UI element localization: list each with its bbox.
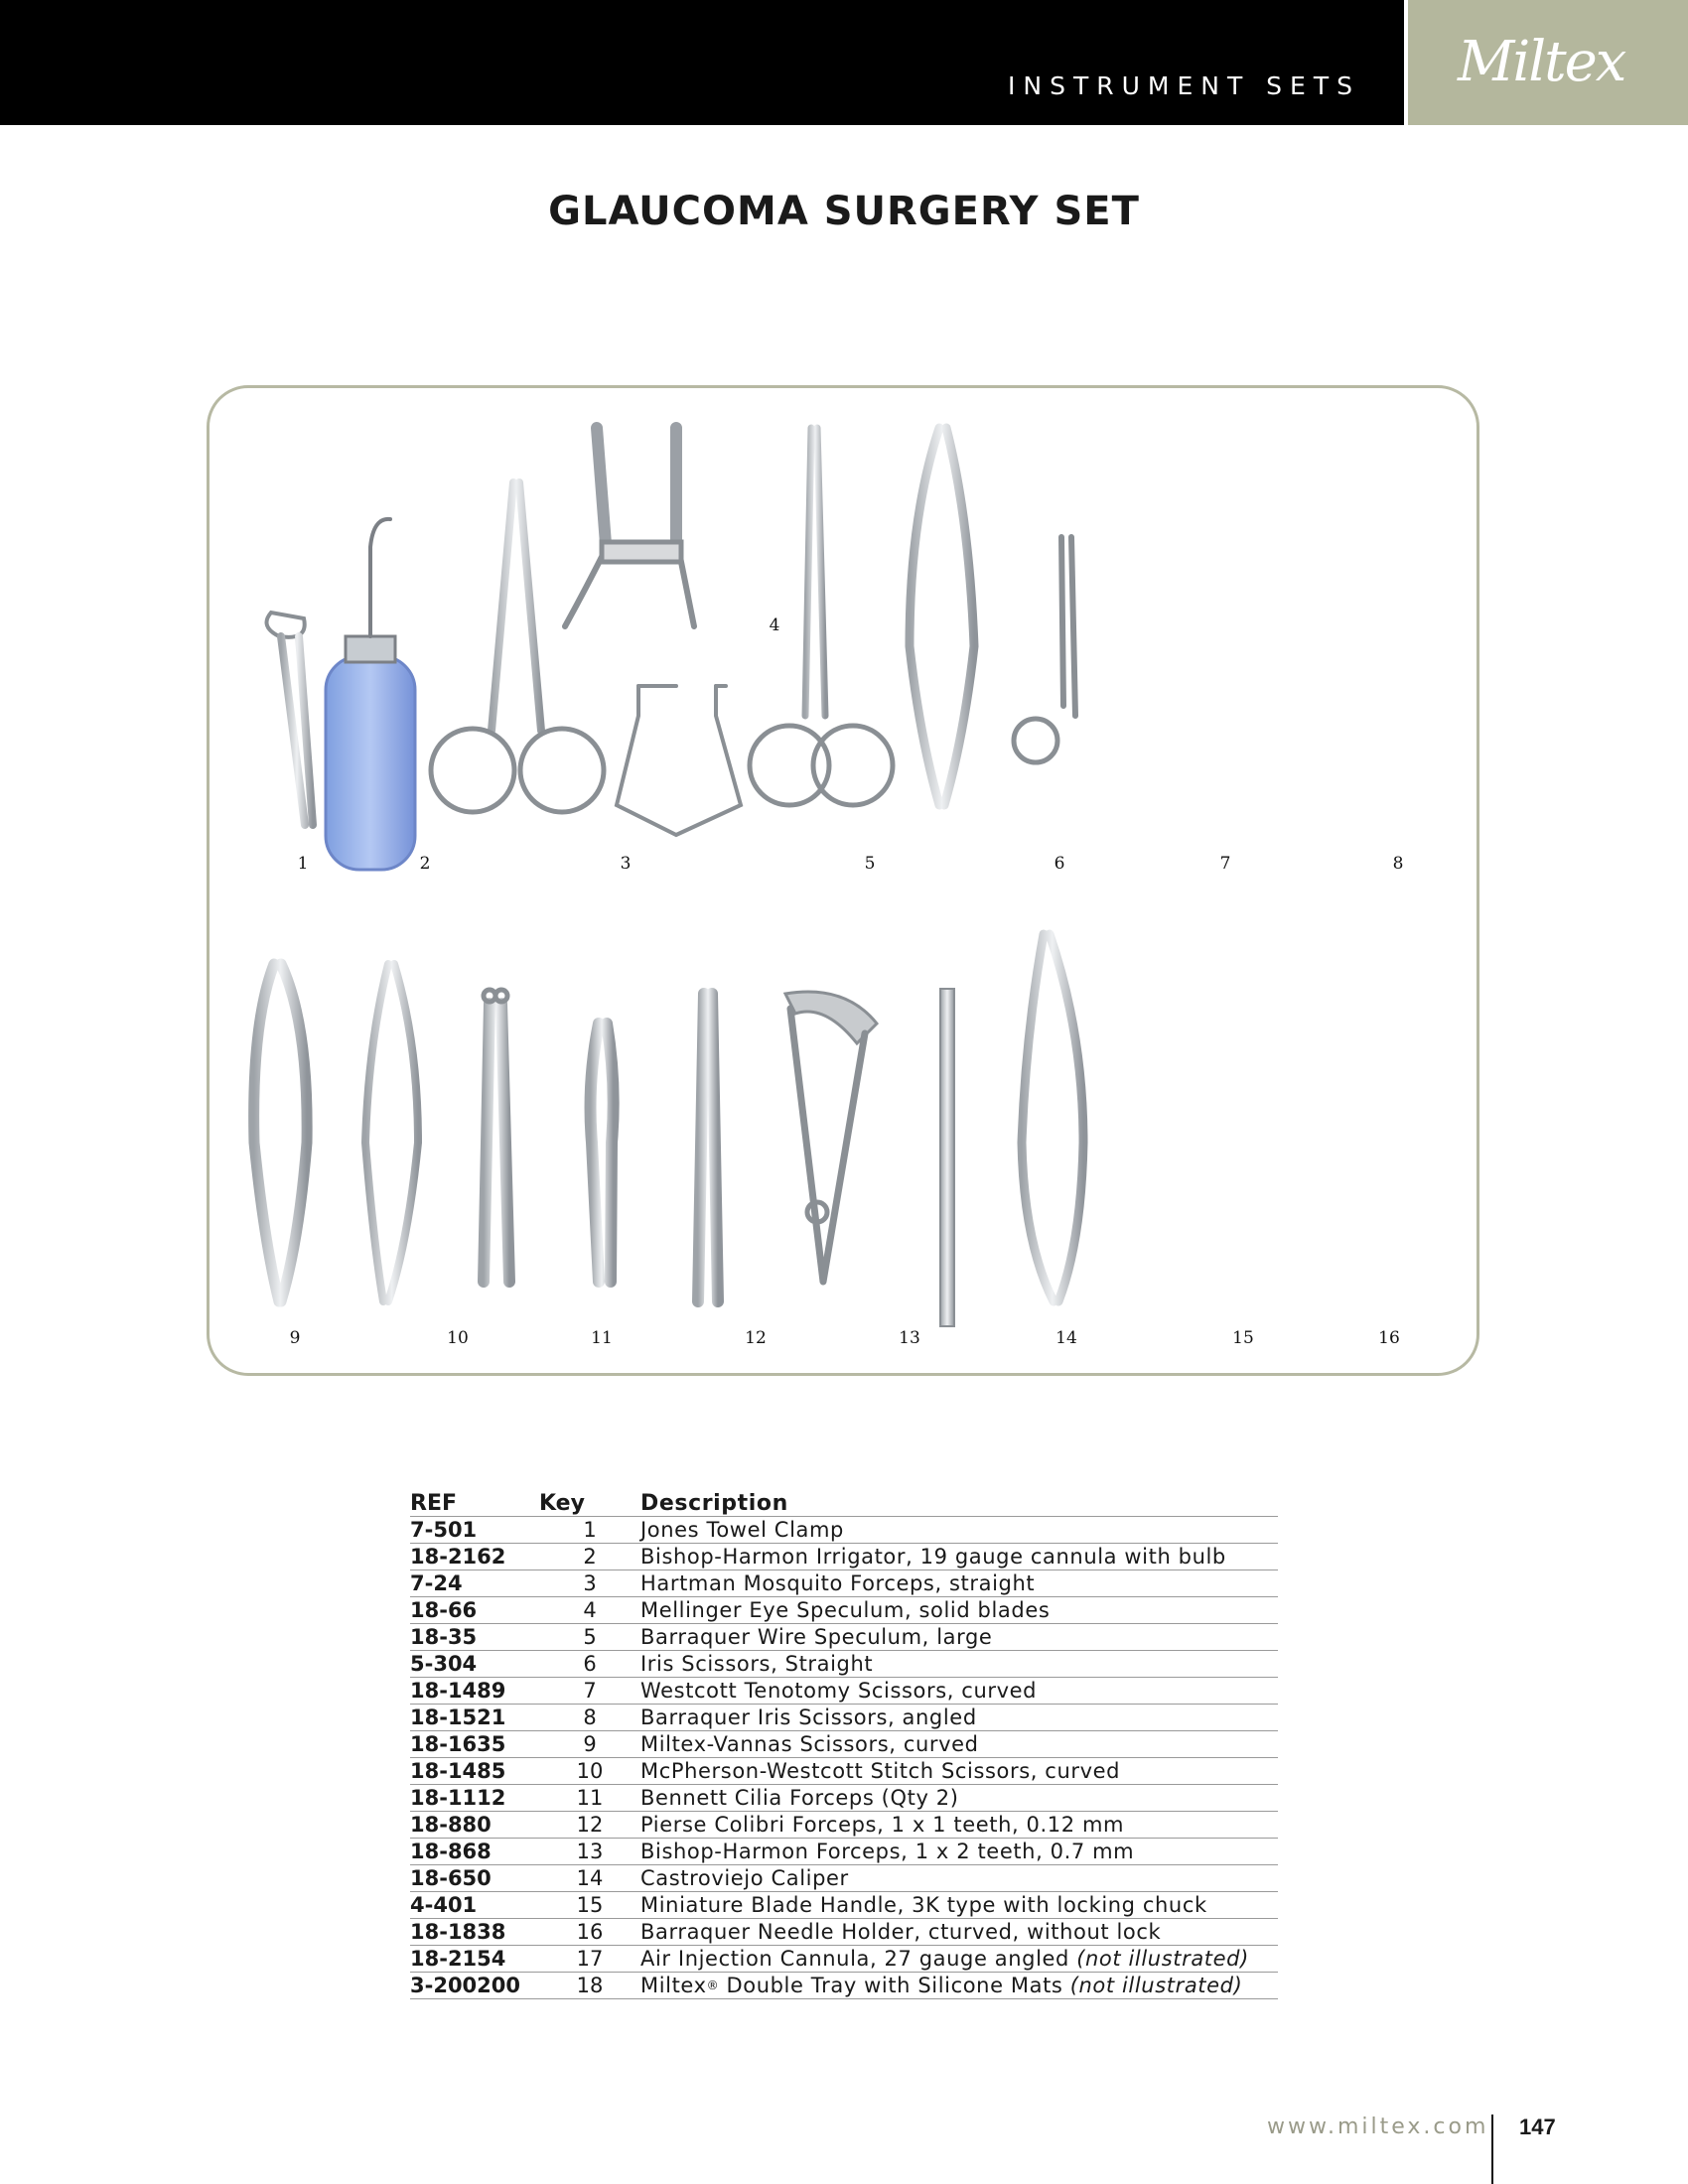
table-row [410, 1544, 1278, 1570]
instrument-illustrations [210, 388, 1482, 1379]
footer-url: www.miltex.com [1267, 2115, 1489, 2139]
key-cell: 6 [539, 1651, 640, 1678]
vannas-scissors-illustration [254, 964, 307, 1301]
description-cell [640, 1624, 1278, 1651]
blade-handle-illustration [940, 989, 954, 1326]
table-row [410, 1705, 1278, 1731]
table-row [410, 1651, 1278, 1678]
description-cell [640, 1865, 1278, 1892]
illustration-key-9: 9 [289, 1328, 301, 1348]
ref-cell: 18-1635 [410, 1731, 539, 1758]
table-row [410, 1758, 1278, 1785]
ref-cell: 18-35 [410, 1624, 539, 1651]
description-text: Mellinger Eye Speculum, solid blades [640, 1598, 1051, 1622]
table-header-row [410, 1486, 1278, 1517]
table-body [410, 1517, 1278, 1999]
key-cell: 4 [539, 1597, 640, 1624]
table-row [410, 1678, 1278, 1705]
brand-block [1408, 0, 1688, 125]
table-row [410, 1892, 1278, 1919]
description-text: Westcott Tenotomy Scissors, curved [640, 1679, 1038, 1703]
ref-cell: 18-66 [410, 1597, 539, 1624]
description-text: Bennett Cilia Forceps (Qty 2) [640, 1786, 959, 1810]
key-cell: 1 [539, 1517, 640, 1544]
illustration-key-11: 11 [591, 1328, 613, 1348]
illustration-key-5: 5 [864, 854, 876, 874]
description-cell [640, 1919, 1278, 1946]
not-illustrated-note: (not illustrated) [1069, 1974, 1243, 1997]
irrigator-bottle-illustration [326, 519, 415, 870]
brand-logo: Miltex [1458, 30, 1625, 94]
mosquito-forceps-illustration [431, 482, 604, 812]
description-text: Barraquer Needle Holder, cturved, without lock [640, 1920, 1162, 1944]
bishop-harmon-forceps-illustration [698, 994, 718, 1301]
key-cell: 17 [539, 1946, 640, 1973]
description-text: Bishop-Harmon Forceps, 1 x 2 teeth, 0.7 mm [640, 1840, 1135, 1863]
description-cell [640, 1651, 1278, 1678]
caliper-illustration [785, 992, 877, 1282]
footer-divider [1491, 2115, 1493, 2184]
ref-cell: 5-304 [410, 1651, 539, 1678]
description-text: Barraquer Iris Scissors, angled [640, 1706, 977, 1729]
illustration-key-4: 4 [769, 615, 780, 635]
description-cell [640, 1517, 1278, 1544]
description-cell [640, 1758, 1278, 1785]
description-text: Bishop-Harmon Irrigator, 19 gauge cannula with bulb [640, 1545, 1226, 1569]
description-cell [640, 1678, 1278, 1705]
table-row [410, 1919, 1278, 1946]
ref-column-header: REF [410, 1486, 539, 1517]
description-cell [640, 1570, 1278, 1597]
wire-speculum-illustration [617, 686, 741, 835]
table-row [410, 1973, 1278, 1999]
key-cell: 16 [539, 1919, 640, 1946]
illustration-key-15: 15 [1232, 1328, 1254, 1348]
table-row [410, 1570, 1278, 1597]
key-cell: 10 [539, 1758, 640, 1785]
table-row [410, 1946, 1278, 1973]
angled-iris-scissors-illustration [1014, 537, 1075, 762]
key-cell: 3 [539, 1570, 640, 1597]
stitch-scissors-illustration [365, 964, 418, 1301]
illustration-key-8: 8 [1392, 854, 1404, 874]
key-cell: 15 [539, 1892, 640, 1919]
description-cell [640, 1839, 1278, 1865]
table-row [410, 1624, 1278, 1651]
description-cell [640, 1731, 1278, 1758]
table-row [410, 1839, 1278, 1865]
description-text: Pierse Colibri Forceps, 1 x 1 teeth, 0.12 mm [640, 1813, 1125, 1837]
instrument-figure [207, 385, 1479, 1376]
ref-cell: 4-401 [410, 1892, 539, 1919]
description-text: Miltex-Vannas Scissors, curved [640, 1732, 979, 1756]
registered-mark: ® [706, 1979, 720, 1992]
illustration-key-13: 13 [899, 1328, 920, 1348]
table-row [410, 1785, 1278, 1812]
description-cell [640, 1705, 1278, 1731]
ref-cell: 18-1485 [410, 1758, 539, 1785]
cilia-forceps-illustration [484, 990, 509, 1282]
key-cell: 2 [539, 1544, 640, 1570]
illustration-key-1: 1 [297, 854, 309, 874]
ref-cell: 18-1838 [410, 1919, 539, 1946]
description-text: Jones Towel Clamp [640, 1518, 844, 1542]
key-cell: 12 [539, 1812, 640, 1839]
description-cell [640, 1812, 1278, 1839]
illustration-key-7: 7 [1219, 854, 1231, 874]
key-cell: 8 [539, 1705, 640, 1731]
page-title: GLAUCOMA SURGERY SET [548, 189, 1140, 234]
description-cell [640, 1973, 1278, 1999]
description-cell [640, 1946, 1278, 1973]
ref-cell: 3-200200 [410, 1973, 539, 1999]
key-cell: 13 [539, 1839, 640, 1865]
colibri-forceps-illustration [591, 1024, 614, 1282]
illustration-key-3: 3 [620, 854, 632, 874]
description-cell [640, 1544, 1278, 1570]
description-text: Miltex [640, 1974, 707, 1997]
description-text: McPherson-Westcott Stitch Scissors, curved [640, 1759, 1121, 1783]
description-text: Hartman Mosquito Forceps, straight [640, 1571, 1036, 1595]
key-cell: 18 [539, 1973, 640, 1999]
ref-cell: 18-2154 [410, 1946, 539, 1973]
table-row [410, 1597, 1278, 1624]
illustration-key-14: 14 [1055, 1328, 1077, 1348]
description-cell [640, 1597, 1278, 1624]
key-cell: 7 [539, 1678, 640, 1705]
illustration-key-10: 10 [447, 1328, 469, 1348]
table-row [410, 1517, 1278, 1544]
eye-speculum-illustration [565, 428, 694, 626]
illustration-key-12: 12 [745, 1328, 767, 1348]
section-label: INSTRUMENT SETS [1008, 71, 1360, 100]
instrument-table [410, 1486, 1278, 1999]
table-row [410, 1731, 1278, 1758]
page-number: 147 [1519, 2115, 1556, 2139]
header-bar [0, 0, 1404, 125]
key-column-header: Key [539, 1486, 640, 1517]
key-cell: 5 [539, 1624, 640, 1651]
key-cell: 9 [539, 1731, 640, 1758]
key-cell: 14 [539, 1865, 640, 1892]
ref-cell: 7-501 [410, 1517, 539, 1544]
description-text: Air Injection Cannula, 27 gauge angled [640, 1947, 1069, 1971]
illustration-key-6: 6 [1054, 854, 1065, 874]
description-text: Miniature Blade Handle, 3K type with locking chuck [640, 1893, 1207, 1917]
description-cell [640, 1892, 1278, 1919]
needle-holder-illustration [1022, 934, 1083, 1301]
description-column-header: Description [640, 1486, 1278, 1517]
ref-cell: 7-24 [410, 1570, 539, 1597]
description-text: Iris Scissors, Straight [640, 1652, 874, 1676]
ref-cell: 18-868 [410, 1839, 539, 1865]
ref-cell: 18-1521 [410, 1705, 539, 1731]
tenotomy-scissors-illustration [910, 428, 974, 805]
description-text: Castroviejo Caliper [640, 1866, 849, 1890]
ref-cell: 18-650 [410, 1865, 539, 1892]
ref-cell: 18-880 [410, 1812, 539, 1839]
illustration-key-2: 2 [419, 854, 431, 874]
description-text: Barraquer Wire Speculum, large [640, 1625, 993, 1649]
description-text-rest: Double Tray with Silicone Mats [719, 1974, 1063, 1997]
key-cell: 11 [539, 1785, 640, 1812]
table-row [410, 1865, 1278, 1892]
illustration-key-16: 16 [1378, 1328, 1400, 1348]
table-row [410, 1812, 1278, 1839]
ref-cell: 18-1489 [410, 1678, 539, 1705]
jones-towel-clamp-illustration [267, 613, 314, 825]
description-cell [640, 1785, 1278, 1812]
not-illustrated-note: (not illustrated) [1076, 1947, 1249, 1971]
ref-cell: 18-2162 [410, 1544, 539, 1570]
ref-cell: 18-1112 [410, 1785, 539, 1812]
